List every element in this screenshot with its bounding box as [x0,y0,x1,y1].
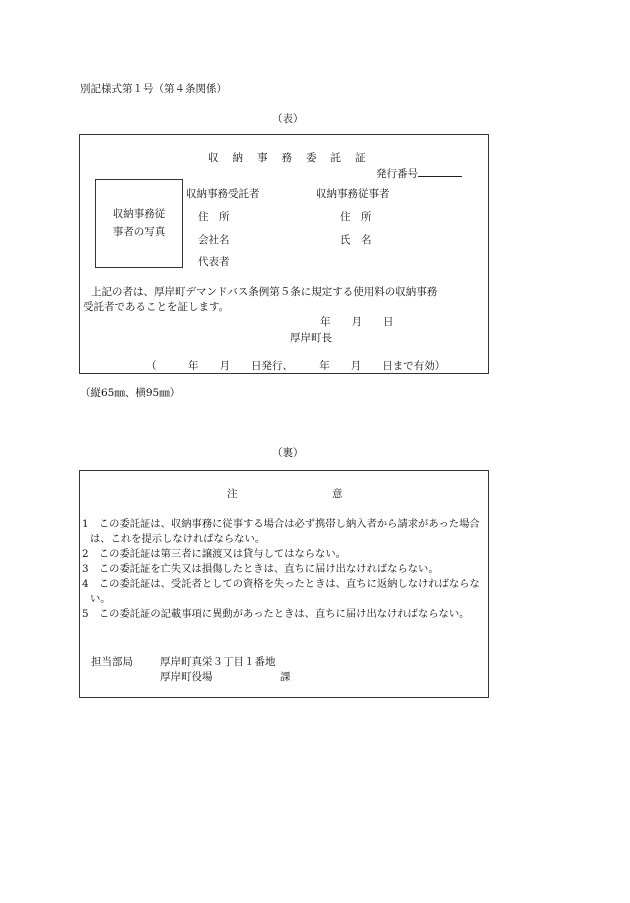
photo-label: 収納事務従 事者の写真 [112,208,166,238]
contractor-address-label: 住 所 [198,211,230,223]
department-section: 課 [280,671,291,683]
notice-item-3: 3 この委託証を亡失又は損傷したときは、直ちに届け出なければならない。 [82,563,439,575]
department-label: 担当部局 [91,656,133,668]
worker-name-label: 氏 名 [340,234,372,246]
department-address: 厚岸町真栄３丁目１番地 [160,656,276,668]
photo-box [95,179,183,268]
certification-text-line1: 上記の者は、厚岸町デマンドバス条例第５条に規定する使用料の収納事務 [91,286,438,298]
form-number: 別記様式第１号（第４条関係） [80,83,227,95]
contractor-company-label: 会社名 [198,234,230,246]
card-title: 収納事務委託証 [208,152,380,164]
notice-item-5: 5 この委託証の記載事項に異動があったときは、直ちに届け出なければならない。 [82,608,470,620]
issuer: 厚岸町長 [290,332,332,344]
worker-address-label: 住 所 [340,211,372,223]
notice-heading-left: 注 [227,488,238,500]
notice-item-2: 2 この委託証は第三者に譲渡又は貸与してはならない。 [82,548,346,560]
validity-period: （ 年 月 日発行、 年 月 日まで有効） [146,360,446,372]
front-label: （表） [272,113,304,125]
notice-item-1: 1 この委託証は、収納事務に従事する場合は必ず携帯し納入者から請求があった場合は、これを提示しなければならない。 [82,518,480,545]
certification-text-line2: 受託者であることを証します。 [83,301,230,313]
issue-number-label: 発行番号 [376,168,418,180]
notice-heading-right: 意 [332,488,343,500]
size-note: （縦65㎜、横95㎜） [80,387,181,399]
contractor-heading: 収納事務受託者 [186,188,260,200]
front-card [79,134,489,374]
department-office: 厚岸町役場 [160,671,213,683]
issue-number [376,167,462,181]
back-label: （裏） [272,447,304,459]
contractor-representative-label: 代表者 [198,256,230,268]
notice-item-4: 4 この委託証は、受託者としての資格を失ったときは、直ちに返納しなければならない。 [82,578,480,605]
issue-number-blank [418,167,462,177]
certification-date: 年 月 日 [320,316,394,328]
notice-list [82,517,486,622]
worker-heading: 収納事務従事者 [316,188,390,200]
